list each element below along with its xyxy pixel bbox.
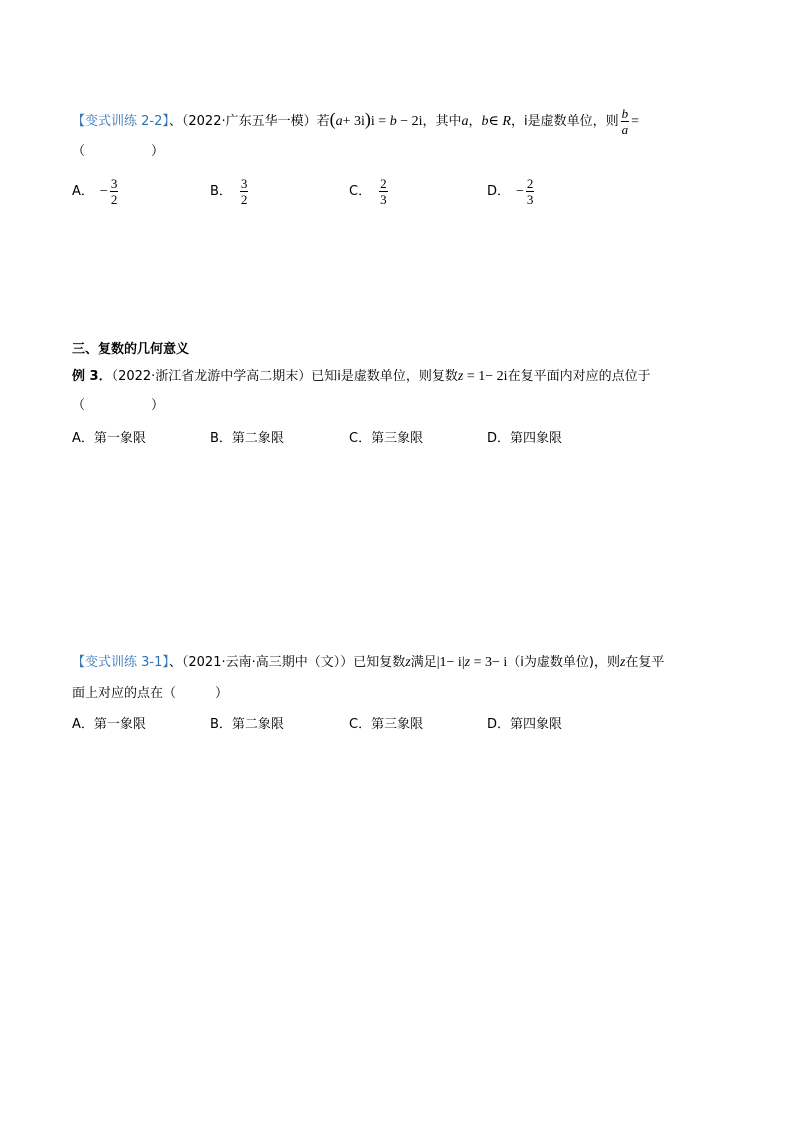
fraction-b-over-a bbox=[621, 106, 630, 137]
math-expression: = 3− i bbox=[470, 655, 508, 670]
option-text: 第四象限 bbox=[510, 431, 563, 446]
question-2-2 bbox=[72, 106, 639, 137]
example-text: 已知i是虚数单位，则复数 bbox=[311, 369, 458, 384]
question-text: 满足 bbox=[410, 655, 437, 670]
option-fraction bbox=[110, 176, 119, 207]
option-label: D． bbox=[487, 184, 511, 199]
example-text: 在复平面内对应的点位于 bbox=[507, 369, 651, 384]
option-label: A． bbox=[72, 184, 94, 199]
example-3 bbox=[72, 368, 651, 386]
fraction-numerator: 2 bbox=[526, 176, 534, 191]
option-c[interactable] bbox=[349, 716, 423, 734]
option-label: C． bbox=[349, 717, 372, 732]
math-var-a: a bbox=[335, 114, 343, 129]
math-var-z: z bbox=[464, 655, 471, 670]
option-a[interactable] bbox=[72, 176, 120, 207]
question-tag: 【变式训练 3-1】 bbox=[72, 655, 169, 670]
option-text: 第四象限 bbox=[510, 717, 563, 732]
option-label: A． bbox=[72, 431, 94, 446]
option-a[interactable] bbox=[72, 430, 146, 448]
option-text: 第一象限 bbox=[93, 431, 146, 446]
question-3-1 bbox=[72, 654, 664, 672]
question-3-1-line2: 面上对应的点在（ ） bbox=[72, 686, 229, 701]
left-paren: ( bbox=[329, 109, 336, 129]
math-in: ∈ bbox=[488, 114, 503, 129]
option-fraction bbox=[240, 176, 249, 207]
question-text: 在复平 bbox=[625, 655, 665, 670]
option-label: A． bbox=[72, 717, 94, 732]
blank-open: （ bbox=[72, 398, 86, 413]
option-b[interactable] bbox=[210, 176, 250, 207]
option-text: 第三象限 bbox=[371, 717, 424, 732]
answer-blank bbox=[72, 397, 164, 415]
option-label: B． bbox=[210, 184, 232, 199]
question-text: ，i是虚数单位，则 bbox=[510, 114, 619, 129]
math-var-b: b bbox=[481, 114, 489, 129]
option-text: 第三象限 bbox=[371, 431, 424, 446]
question-text: 已知复数 bbox=[353, 655, 406, 670]
separator: 、 bbox=[168, 655, 182, 670]
math-var-z: z bbox=[457, 369, 464, 384]
option-c[interactable] bbox=[349, 176, 390, 207]
option-b[interactable] bbox=[210, 430, 284, 448]
option-label: C． bbox=[349, 184, 372, 199]
option-text: 第二象限 bbox=[231, 717, 284, 732]
option-text: 第一象限 bbox=[93, 717, 146, 732]
math-abs-expr: |1− i| bbox=[436, 655, 465, 670]
option-fraction bbox=[379, 176, 388, 207]
math-expression: = 1− 2i bbox=[463, 369, 508, 384]
option-label: C． bbox=[349, 431, 372, 446]
fraction-denominator: 2 bbox=[240, 192, 248, 207]
option-label: B． bbox=[210, 717, 232, 732]
fraction-numerator: 3 bbox=[240, 176, 248, 191]
option-d[interactable] bbox=[487, 716, 562, 734]
option-b[interactable] bbox=[210, 716, 284, 734]
option-d[interactable] bbox=[487, 430, 562, 448]
question-text: 若 bbox=[316, 114, 330, 129]
option-sign: − bbox=[99, 184, 108, 199]
option-d[interactable] bbox=[487, 176, 536, 207]
question-source: （2021·云南·高三期中（文）） bbox=[181, 655, 354, 670]
math-var-b: b bbox=[389, 114, 397, 129]
fraction-numerator: b bbox=[621, 106, 629, 121]
fraction-denominator: 3 bbox=[380, 192, 387, 207]
math-equals: = bbox=[631, 114, 640, 129]
option-text: 第二象限 bbox=[231, 431, 284, 446]
math-minus-2i: − 2i bbox=[396, 114, 423, 129]
section-heading: 三、复数的几何意义 bbox=[72, 342, 190, 357]
option-c[interactable] bbox=[349, 430, 423, 448]
fraction-numerator: 2 bbox=[380, 176, 387, 191]
math-var-a: a bbox=[461, 114, 469, 129]
math-plus-3i: + 3i bbox=[342, 114, 365, 129]
blank-close: ） bbox=[151, 398, 165, 413]
separator: 、 bbox=[168, 114, 182, 129]
answer-blank bbox=[72, 143, 164, 161]
right-paren: ) bbox=[364, 109, 371, 129]
math-var-z: z bbox=[619, 655, 626, 670]
question-source: （2022·广东五华一模） bbox=[181, 114, 317, 129]
question-text: （i为虚数单位)，则 bbox=[507, 655, 620, 670]
option-sign: − bbox=[516, 184, 524, 199]
option-fraction bbox=[526, 176, 535, 207]
math-var-z: z bbox=[405, 655, 411, 670]
question-text: ，其中 bbox=[422, 114, 462, 129]
option-a[interactable] bbox=[72, 716, 146, 734]
question-tag: 【变式训练 2-2】 bbox=[72, 114, 169, 129]
blank-open: （ bbox=[72, 144, 86, 159]
fraction-numerator: 3 bbox=[110, 176, 118, 191]
example-label: 例 3． bbox=[72, 369, 112, 384]
fraction-denominator: 3 bbox=[526, 192, 534, 207]
comma: ， bbox=[468, 114, 482, 129]
option-label: D． bbox=[487, 717, 511, 732]
option-label: D． bbox=[487, 431, 511, 446]
fraction-denominator: 2 bbox=[110, 192, 118, 207]
math-var-r: R bbox=[502, 114, 511, 129]
option-label: B． bbox=[210, 431, 232, 446]
fraction-denominator: a bbox=[621, 122, 629, 137]
example-source: （2022·浙江省龙游中学高二期末） bbox=[111, 369, 312, 384]
math-i-eq: i = bbox=[370, 114, 390, 129]
blank-close: ） bbox=[151, 144, 165, 159]
